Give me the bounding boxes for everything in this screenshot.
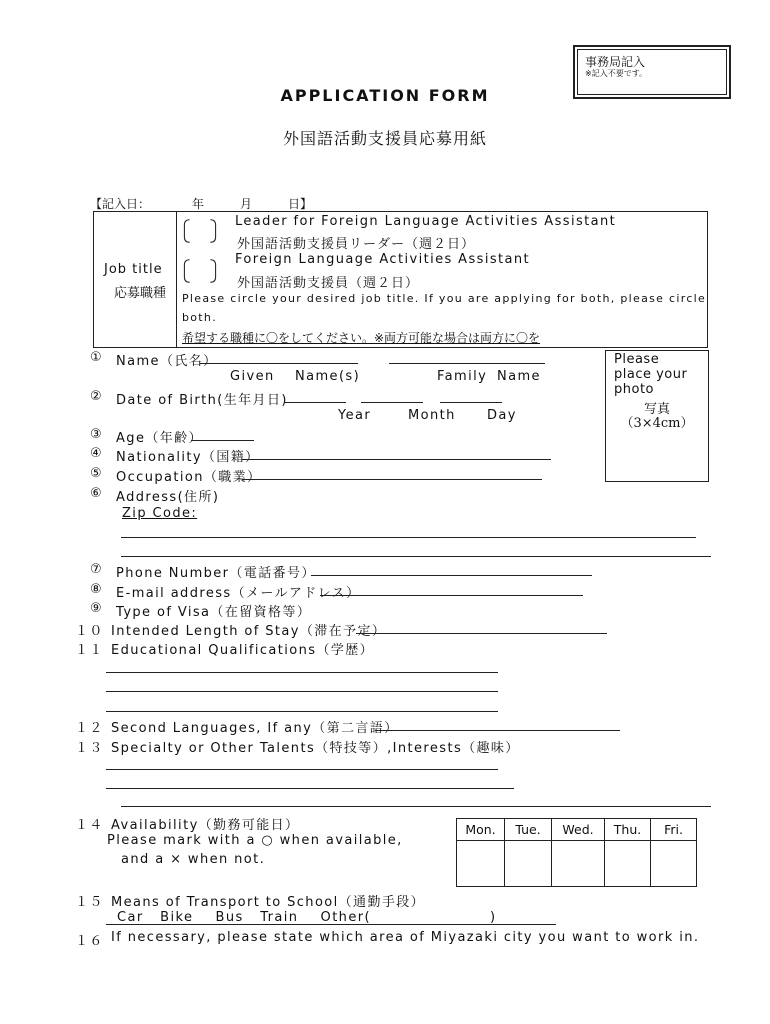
- day-thu: Thu.: [605, 819, 651, 841]
- avail-note-1: Please mark with a ○ when available,: [107, 833, 403, 848]
- occupation-label: Occupation（職業）: [116, 470, 262, 485]
- stay-input[interactable]: [356, 633, 607, 634]
- address-label: Address(住所): [116, 490, 220, 505]
- option1-en: Leader for Foreign Language Activities Assistant: [235, 214, 617, 229]
- given-name-input[interactable]: [200, 363, 358, 364]
- edu-line-2[interactable]: [106, 691, 498, 692]
- num-10: １０: [75, 624, 104, 639]
- form-title-wrap: [0, 86, 770, 105]
- lang-label: Second Languages, If any（第二言語）: [111, 721, 399, 736]
- wed-cell[interactable]: [552, 841, 605, 887]
- nationality-input[interactable]: [242, 459, 551, 460]
- form-title: APPLICATION FORM: [280, 86, 490, 105]
- transport-close-paren: ): [490, 910, 497, 925]
- dob-day-input[interactable]: [440, 402, 502, 403]
- transport-underline[interactable]: [106, 924, 556, 925]
- job-title-label-en: Job title: [104, 262, 163, 277]
- phone-label: Phone Number（電話番号）: [116, 566, 316, 581]
- address-line-1[interactable]: [121, 537, 696, 538]
- day-tue: Tue.: [505, 819, 552, 841]
- option1-circle-bracket[interactable]: [180, 218, 220, 244]
- nationality-label: Nationality（国籍）: [116, 450, 260, 465]
- stay-label: Intended Length of Stay（滞在予定）: [111, 624, 387, 639]
- option1-jp: 外国語活動支援員リーダー（週２日）: [237, 237, 476, 252]
- num-5: ⑤: [90, 466, 104, 481]
- photo-text-1: Please: [614, 352, 660, 367]
- family-name-label: Name: [497, 369, 541, 384]
- age-input[interactable]: [191, 440, 254, 441]
- area-label: If necessary, please state which area of Miyazaki city you want to work in.: [111, 930, 700, 945]
- form-subtitle: 外国語活動支援員応募用紙: [282, 129, 487, 148]
- date-line: 【記入日： 年 月 日】: [90, 197, 313, 211]
- dob-month-input[interactable]: [361, 402, 423, 403]
- num-16: １６: [75, 934, 104, 949]
- num-4: ④: [90, 446, 104, 461]
- num-12: １２: [75, 721, 104, 736]
- avail-note-2: and a × when not.: [121, 852, 266, 867]
- given-label: Given: [230, 369, 275, 384]
- job-note-jp: 希望する職種に〇をしてください。※両方可能な場合は両方に〇を: [182, 331, 541, 345]
- edu-line-3[interactable]: [106, 711, 498, 712]
- names-label: Name(s): [295, 369, 361, 384]
- photo-text-jp: 写真: [643, 402, 670, 417]
- day-mon: Mon.: [457, 819, 505, 841]
- option2-circle-bracket[interactable]: [180, 258, 220, 284]
- day-fri: Fri.: [651, 819, 697, 841]
- num-8: ⑧: [90, 582, 104, 597]
- mon-cell[interactable]: [457, 841, 505, 887]
- tue-cell[interactable]: [505, 841, 552, 887]
- occupation-input[interactable]: [242, 479, 542, 480]
- day-wed: Wed.: [552, 819, 605, 841]
- edu-label: Educational Qualifications（学歴）: [111, 643, 375, 658]
- email-input[interactable]: [320, 595, 583, 596]
- photo-text-2: place your: [614, 367, 688, 382]
- option2-jp: 外国語活動支援員（週２日）: [237, 276, 420, 291]
- num-2: ②: [90, 389, 104, 404]
- phone-input[interactable]: [311, 575, 592, 576]
- transport-options[interactable]: Car Bike Bus Train Other(: [117, 910, 371, 925]
- num-11: １１: [75, 643, 104, 658]
- transport-label: Means of Transport to School（通勤手段）: [111, 895, 426, 910]
- dob-label: Date of Birth(生年月日): [116, 393, 288, 408]
- avail-label: Availability（勤務可能日）: [111, 818, 300, 833]
- year-label: Year: [338, 408, 372, 423]
- talent-line-1[interactable]: [106, 769, 498, 770]
- num-9: ⑨: [90, 601, 104, 616]
- photo-size: （3×4cm）: [620, 416, 694, 431]
- zip-code-label: Zip Code:: [122, 506, 198, 521]
- age-label: Age（年齢）: [116, 431, 203, 446]
- office-use-note: ※記入不要です。: [585, 69, 648, 78]
- office-use-title: 事務局記入: [585, 55, 646, 69]
- family-name-input[interactable]: [389, 363, 545, 364]
- talent-label: Specialty or Other Talents（特技等）,Interests（趣味）: [111, 741, 520, 756]
- day-label: Day: [487, 408, 517, 423]
- edu-line-1[interactable]: [106, 672, 498, 673]
- talent-line-2[interactable]: [106, 788, 514, 789]
- name-label: Name（氏名）: [116, 354, 218, 369]
- visa-label: Type of Visa（在留資格等）: [116, 605, 312, 620]
- address-line-2[interactable]: [121, 556, 711, 557]
- num-1: ①: [90, 350, 104, 365]
- fri-cell[interactable]: [651, 841, 697, 887]
- num-14: １４: [75, 818, 104, 833]
- num-13: １３: [75, 741, 104, 756]
- job-title-box: [93, 211, 708, 348]
- job-title-label-jp: 応募職種: [114, 286, 167, 301]
- job-note-en-2: both.: [182, 311, 217, 324]
- talent-line-3[interactable]: [121, 806, 711, 807]
- job-note-en-1: Please circle your desired job title. If you are applying for both, please circle: [182, 292, 707, 305]
- family-label: Family: [437, 369, 488, 384]
- dob-year-input[interactable]: [284, 402, 346, 403]
- lang-input[interactable]: [375, 730, 620, 731]
- option2-en: Foreign Language Activities Assistant: [235, 252, 531, 267]
- photo-text-3: photo: [614, 382, 654, 397]
- num-3: ③: [90, 427, 104, 442]
- num-15: １５: [75, 895, 104, 910]
- num-7: ⑦: [90, 562, 104, 577]
- thu-cell[interactable]: [605, 841, 651, 887]
- num-6: ⑥: [90, 486, 104, 501]
- month-label: Month: [408, 408, 456, 423]
- availability-table: [456, 818, 697, 887]
- photo-box[interactable]: [605, 350, 709, 482]
- email-label: E-mail address（メールアドレス）: [116, 586, 361, 601]
